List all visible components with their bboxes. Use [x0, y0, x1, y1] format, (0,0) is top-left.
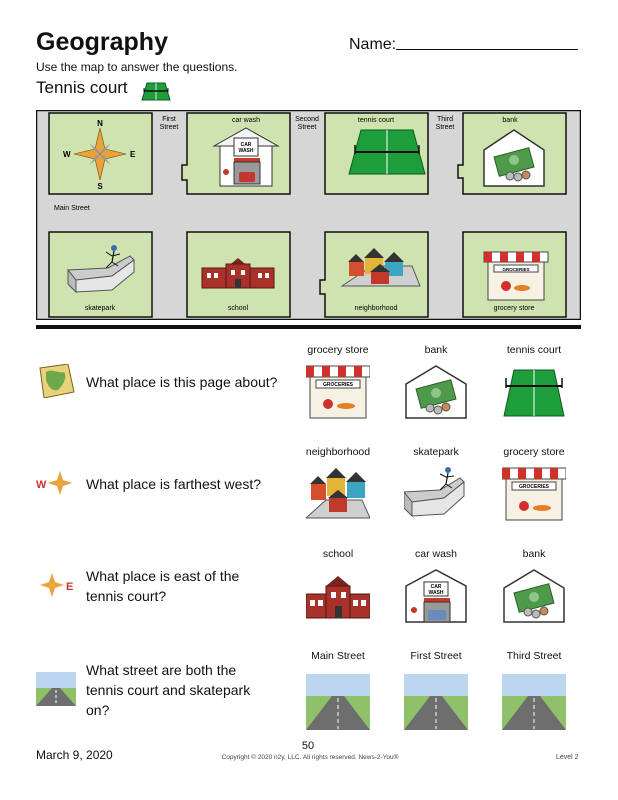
answer-label: car wash [414, 548, 457, 560]
svg-text:GROCERIES: GROCERIES [502, 267, 530, 272]
answer-label: grocery store [503, 446, 565, 458]
question-4-text: What street are both the tennis court and skatepark on? [86, 662, 251, 718]
svg-text:CAR: CAR [430, 584, 442, 590]
svg-text:WASH: WASH [428, 590, 444, 596]
answer-label: grocery store [307, 344, 369, 356]
answer-label: First Street [410, 650, 462, 662]
road-icon [36, 672, 76, 706]
map-scroll-icon [36, 364, 76, 398]
svg-text:GROCERIES: GROCERIES [322, 382, 354, 388]
svg-text:N: N [97, 119, 103, 128]
topic-label: Tennis court [36, 78, 128, 97]
grocery-store-label: grocery store [493, 305, 535, 312]
section-divider [36, 325, 581, 329]
answer-label: neighborhood [305, 446, 371, 458]
skatepark-label: skatepark [84, 305, 116, 312]
svg-text:S: S [97, 182, 103, 191]
grocery-store-icon[interactable] [502, 466, 566, 522]
question-3-text: What place is east of the tennis court? [86, 568, 240, 604]
svg-text:W: W [36, 479, 47, 491]
svg-text:CAR: CAR [240, 142, 252, 148]
footer-date: March 9, 2020 [36, 748, 113, 762]
third-street-road-icon[interactable] [502, 674, 566, 730]
tennis-court-label: tennis court [357, 117, 395, 124]
car-wash-icon[interactable] [404, 568, 468, 624]
answer-label: Third Street [506, 650, 562, 662]
car-wash-label: car wash [231, 117, 261, 124]
neighborhood-label: neighborhood [354, 305, 398, 312]
first-street-label: First Street [159, 116, 179, 131]
svg-text:W: W [63, 150, 71, 159]
tennis-court-icon[interactable] [502, 364, 566, 420]
bank-icon[interactable] [502, 568, 566, 624]
level-text: Level 2 [556, 754, 579, 761]
answer-label: school [322, 548, 354, 560]
bank-label: bank [502, 117, 518, 124]
answer-label: bank [424, 344, 448, 356]
grocery-store-icon[interactable] [306, 364, 370, 420]
first-street-road-icon[interactable] [404, 674, 468, 730]
instruction-text: Use the map to answer the questions. [36, 60, 238, 74]
main-street-road-icon[interactable] [306, 674, 370, 730]
answer-label: tennis court [506, 344, 562, 356]
name-label: Name: [349, 36, 397, 53]
bank-icon[interactable] [404, 364, 468, 420]
page-number: 50 [301, 740, 315, 752]
svg-text:E: E [130, 150, 136, 159]
svg-text:E: E [66, 581, 74, 593]
svg-text:WASH: WASH [238, 148, 254, 154]
skatepark-icon[interactable] [404, 466, 468, 522]
main-street-label: Main Street [54, 205, 90, 212]
neighborhood-icon[interactable] [306, 466, 370, 522]
compass-east-icon [36, 568, 76, 602]
tennis-court-icon [349, 130, 425, 174]
compass-west-icon [36, 466, 76, 500]
page-title: Geography [36, 28, 168, 56]
answer-label: bank [522, 548, 546, 560]
school-label: school [227, 305, 249, 312]
question-1-text: What place is this page about? [86, 374, 278, 390]
question-2-text: What place is farthest west? [86, 476, 262, 492]
svg-text:GROCERIES: GROCERIES [518, 484, 550, 490]
second-street-label: Second Street [295, 116, 319, 131]
tennis-court-icon [141, 79, 171, 101]
answer-label: Main Street [311, 650, 365, 662]
town-map [36, 110, 581, 320]
copyright-text: Copyright © 2020 n2y, LLC. All rights reserved. News-2-You® [221, 754, 399, 761]
name-field[interactable] [396, 49, 578, 50]
third-street-label: Third Street [435, 116, 455, 131]
school-icon[interactable] [306, 572, 370, 628]
answer-label: skatepark [413, 446, 459, 458]
grocery-store-icon [484, 252, 548, 300]
